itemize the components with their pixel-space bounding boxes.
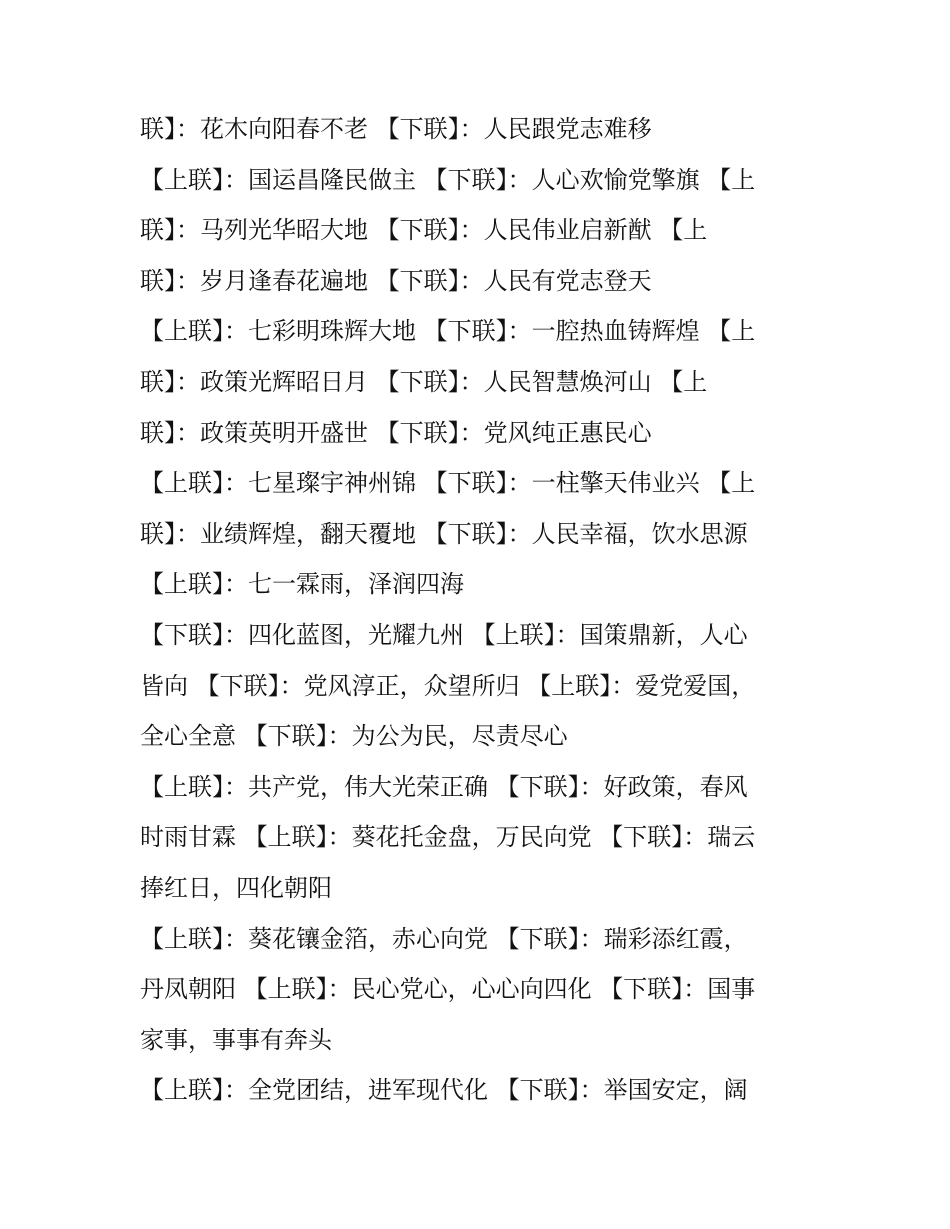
text-line: 【上联】：七星璨宇神州锦 【下联】：一柱擎天伟业兴 【上 (140, 469, 756, 498)
text-line: 联】：业绩辉煌，翻天覆地 【下联】：人民幸福，饮水思源 (140, 519, 748, 548)
text-line: 联】：政策英明开盛世 【下联】：党风纯正惠民心 (140, 418, 652, 447)
text-line: 【上联】：共产党，伟大光荣正确 【下联】：好政策，春风 (140, 772, 748, 801)
text-line: 【上联】：七彩明珠辉大地 【下联】：一腔热血铸辉煌 【上 (140, 317, 756, 346)
text-line: 【上联】：国运昌隆民做主 【下联】：人心欢愉党擎旗 【上 (140, 165, 756, 194)
text-line: 丹凤朝阳 【上联】：民心党心，心心向四化 【下联】：国事 (140, 975, 756, 1004)
text-line: 【上联】：七一霖雨，泽润四海 (140, 570, 464, 599)
couplet-text-block (140, 104, 820, 1116)
text-line: 联】：岁月逢春花遍地 【下联】：人民有党志登天 (140, 266, 652, 295)
text-line: 全心全意 【下联】：为公为民，尽责尽心 (140, 722, 568, 751)
text-line: 【下联】：四化蓝图，光耀九州 【上联】：国策鼎新，人心 (140, 620, 748, 649)
text-line: 联】：政策光辉昭日月 【下联】：人民智慧焕河山 【上 (140, 367, 708, 396)
text-line: 家事，事事有奔头 (140, 1025, 332, 1054)
text-line: 捧红日，四化朝阳 (140, 873, 332, 902)
text-line: 【上联】：葵花镶金箔，赤心向党 【下联】：瑞彩添红霞， (140, 924, 748, 953)
text-line: 皆向 【下联】：党风淳正，众望所归 【上联】：爱党爱国， (140, 671, 756, 700)
text-line: 联】：花木向阳春不老 【下联】：人民跟党志难移 (140, 115, 652, 143)
text-line: 时雨甘霖 【上联】：葵花托金盘，万民向党 【下联】：瑞云 (140, 823, 756, 852)
text-line: 联】：马列光华昭大地 【下联】：人民伟业启新猷 【上 (140, 216, 708, 245)
text-line: 【上联】：全党团结，进军现代化 【下联】：举国安定，阔 (140, 1076, 748, 1105)
